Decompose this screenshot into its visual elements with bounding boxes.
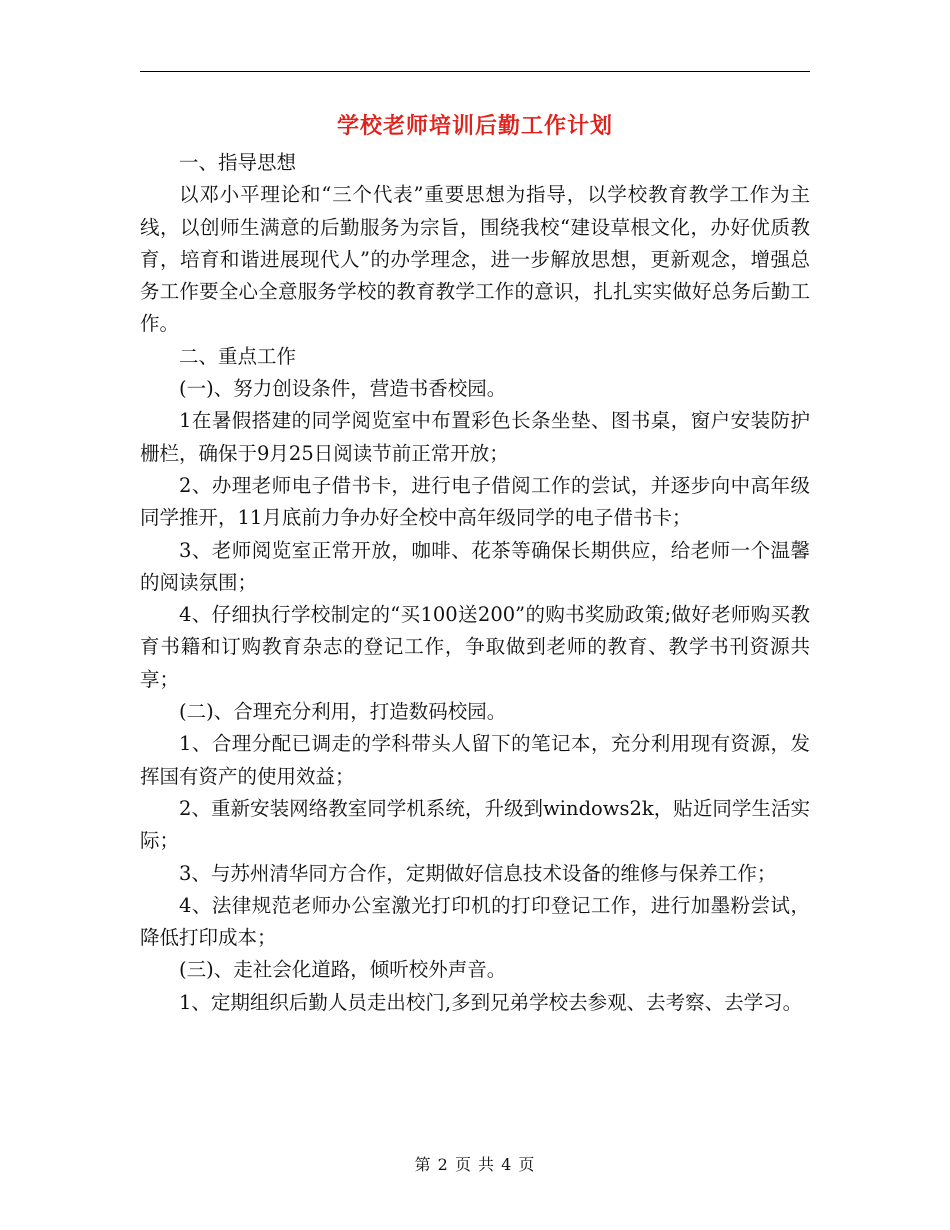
document-title: 学校老师培训后勤工作计划 xyxy=(336,113,613,139)
list-item: 3、与苏州清华同方合作，定期做好信息技术设备的维修与保养工作； xyxy=(179,861,777,885)
section-heading: 一、指导思想 xyxy=(179,151,297,174)
list-item: 4、仔细执行学校制定的“买100送200”的购书奖励政策;做好老师购买教育书籍和订购教育杂志的登记工作，争取做到老师的教育、教学书刊资源共享； xyxy=(140,603,810,691)
list-item: 2、重新安装网络教室同学机系统，升级到windows2k，贴近同学生活实际； xyxy=(140,796,810,853)
header-rule xyxy=(140,71,810,72)
document-body xyxy=(140,147,810,1019)
paragraph: 以邓小平理论和“三个代表”重要思想为指导，以学校教育教学工作为主线，以创师生满意的后勤服务为宗旨，围绕我校“建设草根文化，办好优质教育，培育和谐进展现代人”的办学理念，进一步解放思想，更新观念，增强总务工作要全心全意服务学校的教育教学工作的意识，扎扎实实做好总务后勤工作。 xyxy=(140,183,810,336)
subsection-heading: (一)、努力创设条件，营造书香校园。 xyxy=(179,377,507,401)
subsection-heading: (二)、合理充分利用，打造数码校园。 xyxy=(179,700,507,724)
list-item: 4、法律规范老师办公室激光打印机的打印登记工作，进行加墨粉尝试，降低打印成本； xyxy=(140,893,810,950)
list-item: 3、老师阅览室正常开放，咖啡、花茶等确保长期供应，给老师一个温馨的阅读氛围； xyxy=(140,538,810,594)
subsection-heading: (三)、走社会化道路，倾听校外声音。 xyxy=(179,958,507,982)
list-item: 1、合理分配已调走的学科带头人留下的笔记本，充分利用现有资源，发挥国有资产的使用效益； xyxy=(140,732,810,788)
section-heading: 二、重点工作 xyxy=(179,344,297,368)
page-number-footer: 第 2 页 共 4 页 xyxy=(414,1155,536,1174)
list-item: 1、定期组织后勤人员走出校门,多到兄弟学校去参观、去考察、去学习。 xyxy=(179,990,803,1014)
list-item: 2、办理老师电子借书卡，进行电子借阅工作的尝试，并逐步向中高年级同学推开，11月底前力争办好全校中高年级同学的电子借书卡； xyxy=(140,473,810,530)
list-item: 1在暑假搭建的同学阅览室中布置彩色长条坐垫、图书桌，窗户安装防护栅栏，确保于9月25日阅读节前正常开放； xyxy=(140,409,810,465)
